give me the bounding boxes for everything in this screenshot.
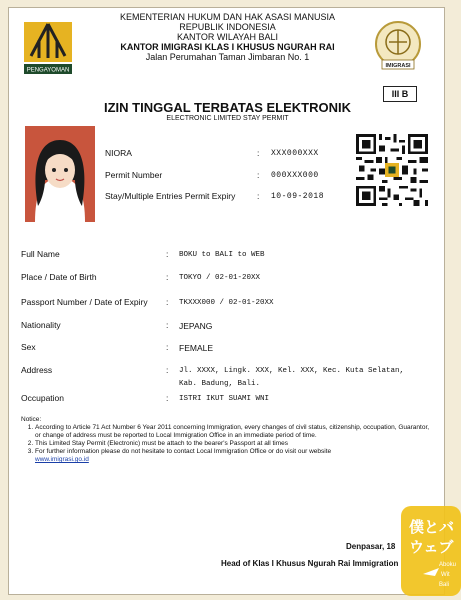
notice-heading: Notice: [21,416,42,423]
notice-item: 2. This Limited Stay Permit (Electronic) must be attach to the bearer's Passport at all times [35,440,433,448]
passport-label: Passport Number / Date of Expiry [21,297,148,307]
document-title: IZIN TINGGAL TERBATAS ELEKTRONIK [104,100,351,115]
watermark-line5: Bali [439,582,450,588]
permit-number-value: 000XXX000 [271,171,319,180]
imigrasi-label: IMIGRASI [385,63,411,69]
watermark-line3: Aboku [439,562,457,568]
niora-label: NIORA [105,148,132,158]
regional-office: KANTOR WILAYAH BALI [176,32,279,42]
country-name: REPUBLIK INDONESIA [179,22,276,32]
sex-value: FEMALE [179,343,214,353]
permit-document [8,7,457,595]
colon: : [166,249,169,259]
office-address: Jalan Perumahan Taman Jimbaran No. 1 [145,52,310,62]
colon: : [257,148,260,158]
watermark-line4: Wit [441,572,450,578]
occupation-value: ISTRI IKUT SUAMI WNI [179,395,270,403]
colon: : [166,365,169,375]
document-subtitle: ELECTRONIC LIMITED STAY PERMIT [166,115,289,122]
birth-label: Place / Date of Birth [21,272,97,282]
address-line1: Jl. XXXX, Lingk. XXX, Kel. XXX, Kec. Kuta Selatan, [179,367,405,375]
niora-value: XXX000XXX [271,149,319,158]
colon: : [166,320,169,330]
colon: : [166,393,169,403]
full-name-label: Full Name [21,249,60,259]
notice-item-text: For further information please do not hesitate to contact Local Immigration Office or do visit our website [35,448,332,455]
nationality-label: Nationality [21,320,61,330]
colon: : [166,297,169,307]
holder-photo [25,126,95,222]
birth-value: TOKYO / 02-01-20XX [179,274,261,282]
watermark-logo [401,506,461,596]
ministry-name: KEMENTERIAN HUKUM DAN HAK ASASI MANUSIA [119,12,336,22]
permit-expiry-value: 10-09-2018 [271,192,325,201]
immigration-office: KANTOR IMIGRASI KLAS I KHUSUS NGURAH RAI [120,42,335,52]
colon: : [166,342,169,352]
nationality-value: JEPANG [179,321,213,331]
website-link[interactable]: www.imigrasi.go.id [35,456,89,463]
colon: : [166,272,169,282]
colon: : [257,191,260,201]
colon: : [257,170,260,180]
permit-expiry-label: Stay/Multiple Entries Permit Expiry [105,191,236,201]
watermark-line1: 僕とバ [409,518,455,536]
qr-code-icon [356,134,428,206]
address-label: Address [21,365,53,375]
passport-value: TKXXX000 / 02-01-20XX [179,299,274,307]
permit-class-badge: III B [383,86,417,102]
notice-item [35,448,433,464]
place-date: Denpasar, 18 [346,542,396,551]
notice-item: 1. According to Article 71 Act Number 6 Year 2011 concerning Immigration, every changes of civil status, citizenship, occupation, Guarantor, or change of address must be reported to Local Immigration Office in an immediate period of time. [35,424,433,440]
notice-section [21,416,433,464]
permit-number-label: Permit Number [105,170,163,180]
letterhead [9,12,446,62]
full-name-value: BOKU to BALI to WEB [179,251,265,259]
sex-label: Sex [21,342,36,352]
pengayoman-label: PENGAYOMAN [26,67,70,74]
watermark-line2: ウェブ [409,538,454,556]
occupation-label: Occupation [21,393,64,403]
signer-title: Head of Klas I Khusus Ngurah Rai Immigration [221,559,399,568]
address-line2: Kab. Badung, Bali. [179,380,261,388]
